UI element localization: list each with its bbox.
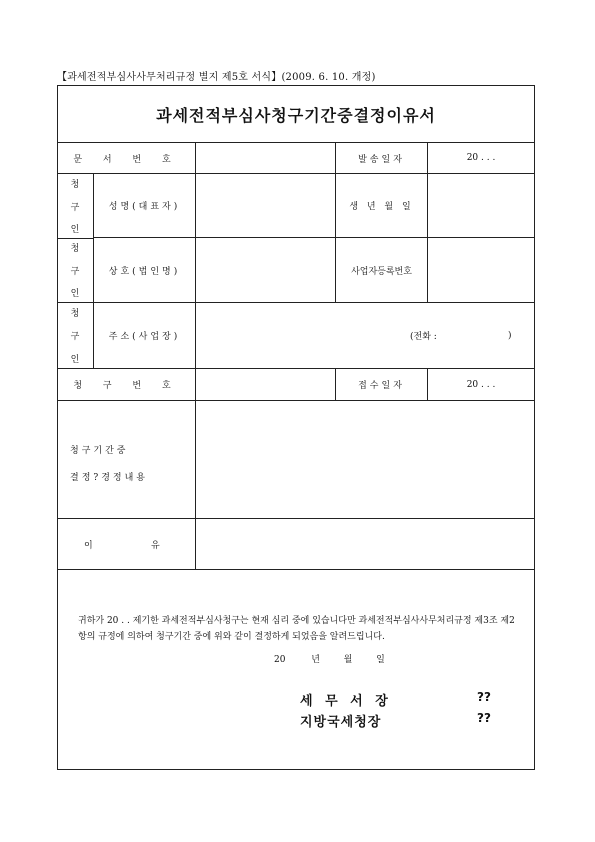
decision-form <box>57 85 535 770</box>
signature-title: 지방국세청장 <box>300 715 382 730</box>
notice-date-m: 월 <box>343 655 353 665</box>
phone-label: (전화 : <box>410 332 437 342</box>
claimant-label <box>58 177 92 235</box>
claimant-char: 인 <box>70 289 80 299</box>
notice-date-d: 일 <box>376 655 385 665</box>
decision-label-line1: 청구기간중 <box>70 446 129 456</box>
reason-label-char: 유 <box>151 540 160 551</box>
notice-date <box>274 652 385 665</box>
seal-mark: ?? <box>477 690 491 704</box>
divider <box>58 569 534 570</box>
claimant-char: 구 <box>70 266 80 277</box>
claimant-char: 인 <box>70 225 80 235</box>
claimant-char: 청 <box>70 309 80 319</box>
reason-field[interactable] <box>196 519 534 569</box>
reason-label <box>58 519 195 569</box>
signature-title: 세 무 서 장 <box>300 694 392 709</box>
send-date-field[interactable]: 20 . . . <box>466 153 496 163</box>
birth-date-label: 생 년 월 일 <box>349 202 414 212</box>
send-date-label: 발송일자 <box>358 154 405 165</box>
phone-close: ) <box>508 330 512 341</box>
claimant-label <box>58 241 92 299</box>
reason-label-char: 이 <box>84 540 93 551</box>
name-field[interactable] <box>196 174 335 237</box>
claim-number-label: 청 구 번 호 <box>73 381 180 391</box>
trade-name-field[interactable] <box>196 238 335 302</box>
seal-mark: ?? <box>477 711 491 725</box>
claimant-label <box>58 306 92 365</box>
name-label: 성명(대표자) <box>108 202 181 212</box>
claimant-char: 청 <box>70 180 80 190</box>
form-title: 과세전적부심사청구기간중결정이유서 <box>156 105 436 125</box>
notice-date-y: 년 <box>311 655 320 665</box>
claimant-char: 청 <box>70 244 80 254</box>
address-field[interactable] <box>196 303 534 368</box>
decision-label-line2: 결정?경정내용 <box>70 473 148 483</box>
doc-number-field[interactable] <box>196 143 335 173</box>
claimant-char: 구 <box>70 202 80 213</box>
trade-name-label: 상호(법인명) <box>108 266 181 277</box>
doc-number-label: 문 서 번 호 <box>73 154 180 165</box>
business-registration-label: 사업자등록번호 <box>351 266 412 277</box>
notice-date-year: 20 <box>274 655 286 665</box>
notice-text: 귀하가 20 . . 제기한 과세전적부심사청구는 현재 심리 중에 있습니다만 과세전적부심사사무처리규정 제3조 제2항의 규정에 의하여 청구기간 중에 위와 같이 결정하게 되었음을 알려드립니다. <box>78 616 515 642</box>
decision-content-label <box>70 438 148 492</box>
claim-number-field[interactable] <box>196 369 335 400</box>
divider <box>58 238 93 239</box>
address-label: 주소(사업장) <box>108 332 181 342</box>
receipt-date-field[interactable]: 20 . . . <box>466 379 496 390</box>
claimant-char: 구 <box>70 332 80 342</box>
birth-date-field[interactable] <box>428 174 534 237</box>
form-reference: 【과세전적부심사사무처리규정 별지 제5호 서식】(2009. 6. 10. 개정) <box>57 72 376 83</box>
business-registration-field[interactable] <box>428 238 534 302</box>
receipt-date-label: 접수일자 <box>358 381 405 391</box>
claimant-char: 인 <box>70 355 80 365</box>
decision-content-field[interactable] <box>196 401 534 518</box>
